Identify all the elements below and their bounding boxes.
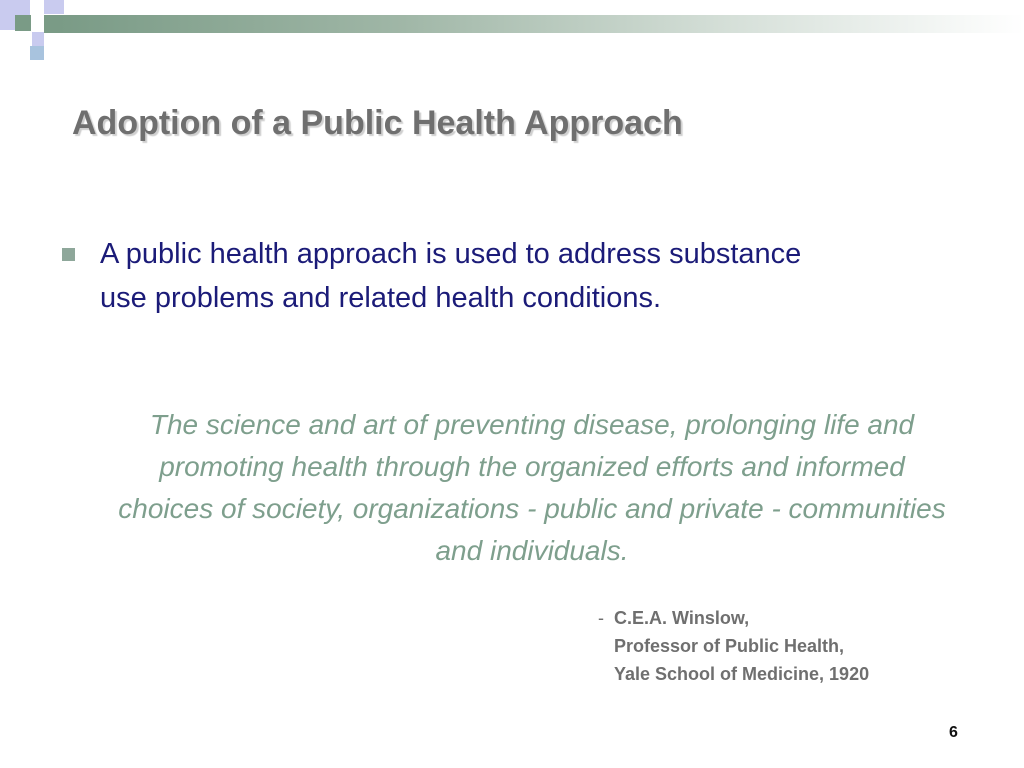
square-bullet-icon [62, 248, 75, 261]
attribution-role: Professor of Public Health, [614, 636, 845, 656]
deco-square-green [15, 15, 31, 31]
deco-square-blue-small [30, 46, 44, 60]
attribution-dash: - [598, 608, 604, 628]
bullet-item [62, 232, 842, 320]
quote-attribution [598, 604, 869, 688]
attribution-institution: Yale School of Medicine, 1920 [614, 664, 870, 684]
bullet-text: A public health approach is used to address substance use problems and related health conditions. [100, 238, 802, 314]
page-number: 6 [949, 724, 958, 741]
deco-square-purple-top [44, 0, 64, 14]
attribution-name: C.E.A. Winslow, [614, 608, 750, 628]
header-gradient-bar [58, 15, 1024, 33]
quote-text: The science and art of preventing disease, prolonging life and promoting health through the organized efforts and informed choices of society, organizations - public and private - communities and individuals. [118, 409, 946, 566]
deco-square-purple-mid [32, 32, 44, 46]
slide-title: Adoption of a Public Health Approach [72, 104, 683, 142]
